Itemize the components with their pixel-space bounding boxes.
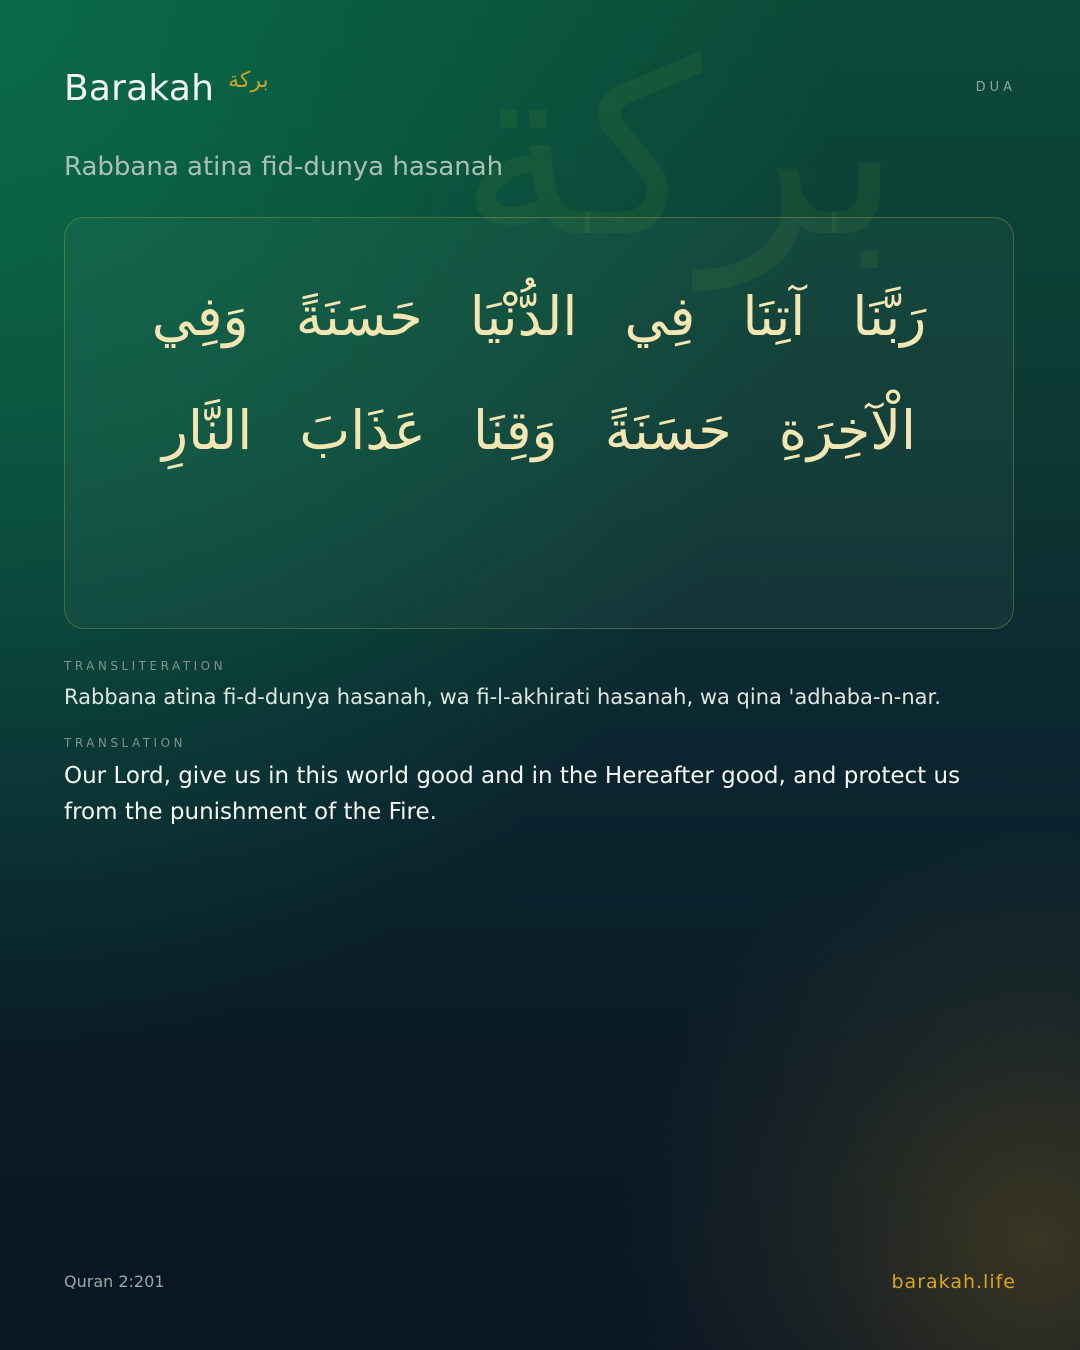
dua-title: Rabbana atina fid-dunya hasanah [64,152,504,182]
translation-text: Our Lord, give us in this world good and in the Hereafter good, and protect us from the punishment of the Fire. [64,763,961,825]
site-link[interactable]: barakah.life [891,1271,1016,1293]
brand-arabic: بركة [228,68,269,93]
brand-name: Barakah [64,68,215,109]
translation-label: TRANSLATION [64,736,187,750]
transliteration-text: Rabbana atina fi-d-dunya hasanah, wa fi-l-akhirati hasanah, wa qina 'adhaba-n-nar. [64,685,941,709]
section-tag: DUA [975,80,1016,95]
arabic-verse: رَبَّنَا آتِنَا فِي الدُّنْيَا حَسَنَةً وَفِي الْآخِرَةِ حَسَنَةً وَقِنَا عَذَابَ النَّارِ [151,285,927,462]
brand [64,64,269,114]
verse-reference: Quran 2:201 [64,1272,165,1291]
header [64,64,1016,114]
arabic-card [64,217,1014,629]
background-watermark: بركة [458,10,902,290]
transliteration-label: TRANSLITERATION [64,659,227,673]
